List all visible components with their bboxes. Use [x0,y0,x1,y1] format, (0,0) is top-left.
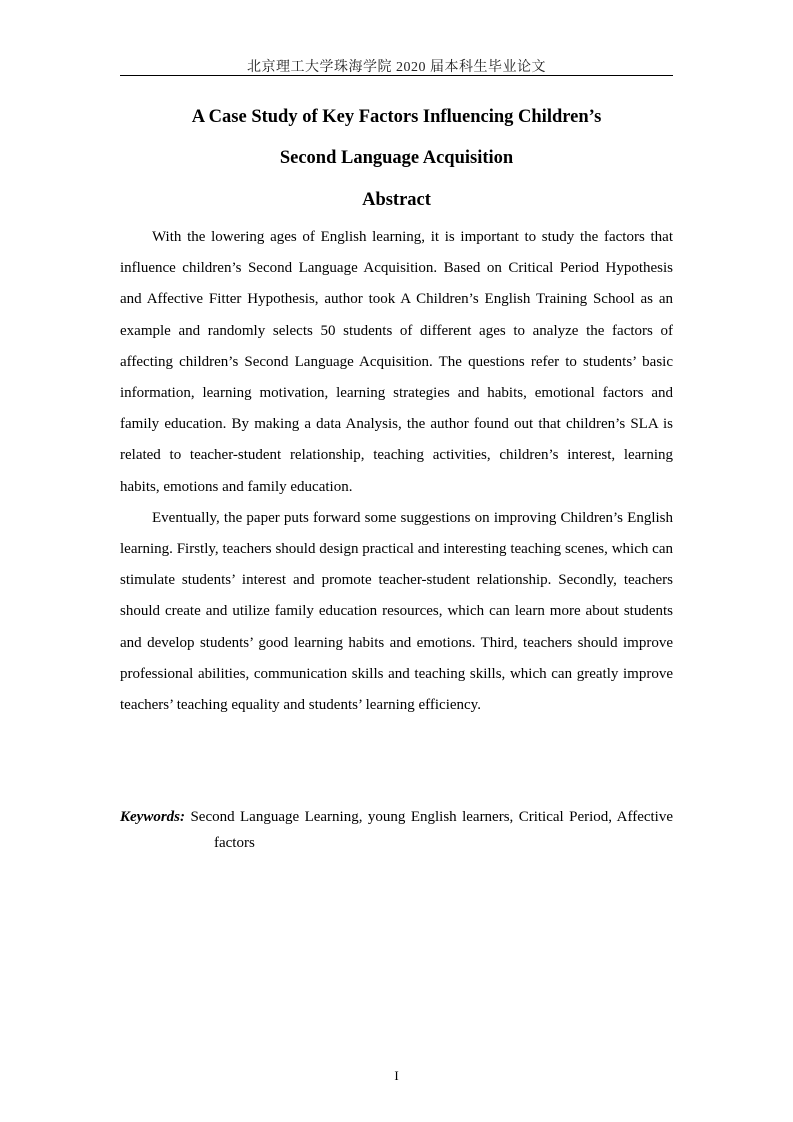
page-number: I [394,1068,399,1083]
header-divider [120,75,673,76]
abstract-body [120,222,673,721]
page-header: 北京理工大学珠海学院 2020 届本科生毕业论文 [247,60,546,75]
abstract-heading: Abstract [362,190,431,210]
keywords-label: Keywords: [120,809,185,825]
thesis-title-line-1: A Case Study of Key Factors Influencing Children’s [191,107,602,127]
abstract-paragraph-2: Eventually, the paper puts forward some suggestions on improving Children’s English learning. Firstly, teachers should design practical and interesting teaching scenes, which can stimulate students’ interest and promote teacher-student relationship. Secondly, teachers should create and utilize family education resources, which can learn more about students and develop students’ good learning habits and emotions. Third, teachers should improve professional abilities, communication skills and teaching skills, which can greatly improve teachers’ teaching equality and students’ learning efficiency. [120,509,673,714]
keywords-section [120,804,673,856]
keywords-text: Second Language Learning, young English learners, Critical Period, Affective factors [190,809,674,851]
thesis-title-line-2: Second Language Acquisition [279,148,514,168]
abstract-paragraph-1: With the lowering ages of English learning, it is important to study the factors that influence children’s Second Language Acquisition. Based on Critical Period Hypothesis and Affective Fitter Hypothesis, author took A Children’s English Training School as an example and randomly selects 50 students of different ages to analyze the factors of affecting children’s Second Language Acquisition. The questions refer to students’ basic information, learning motivation, learning strategies and habits, emotional factors and family education. By making a data Analysis, the author found out that children’s SLA is related to teacher-student relationship, teaching activities, children’s interest, learning habits, emotions and family education. [120,229,673,495]
